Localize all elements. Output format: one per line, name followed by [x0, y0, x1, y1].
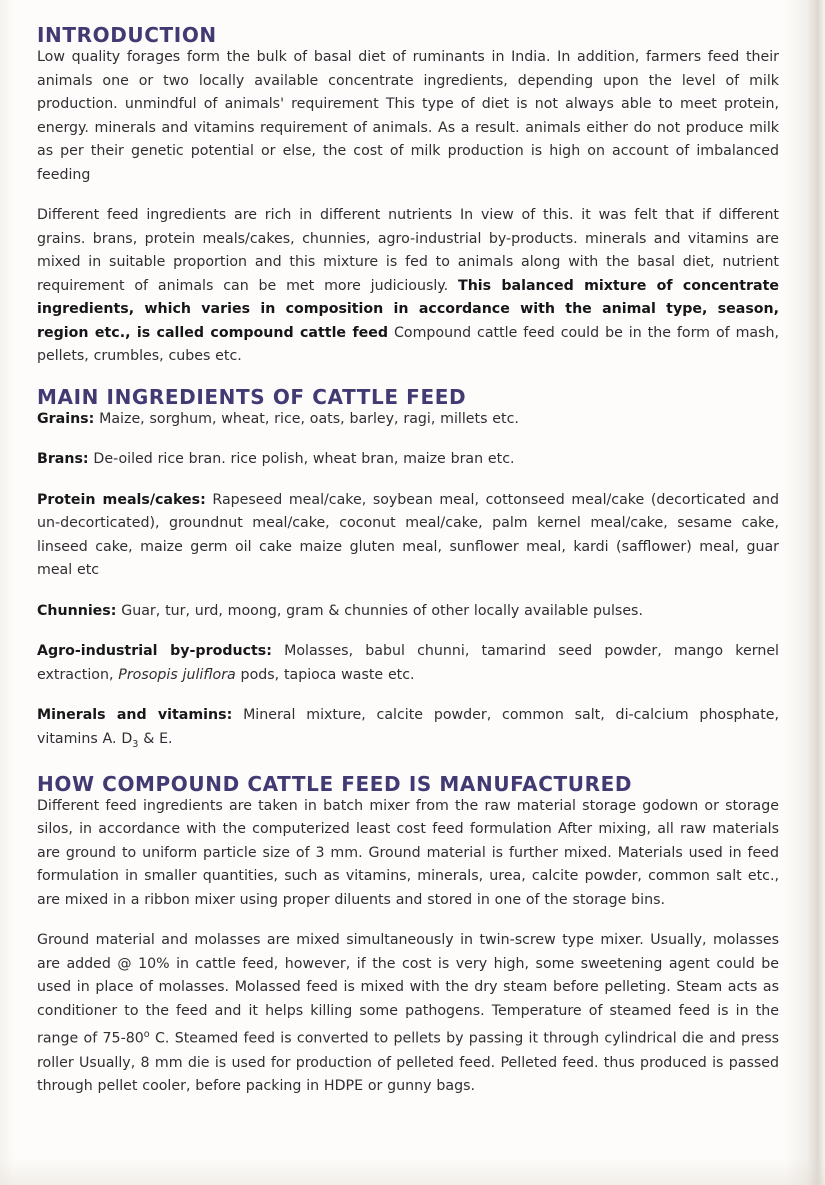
scan-edge-shadow-right: [785, 0, 825, 1185]
page-content: [37, 24, 779, 1099]
manufacturing-paragraph-2-lead: Ground material and molasses are mixed simultaneously in twin-screw type mixer. Usually, molasses are added @ 10% in cattle feed, however, if the cost is very high, some sweetening agent could be used in place of molasses. Molassed feed is mixed with the dry steam before pelleting. Steam acts as conditioner to the feed and it helps killing some pathogens. Temperature of steamed feed is in the range of 75-80: [37, 932, 779, 1048]
ingredient-protein-meals: [37, 489, 779, 583]
scan-edge-shadow-left: [0, 0, 14, 1185]
ingredient-minerals-vitamins-text-before: Mineral mixture, calcite powder, common salt, di-calcium phosphate, vitamins A. D: [37, 707, 779, 747]
ingredient-chunnies-text: Guar, tur, urd, moong, gram & chunnies of other locally available pulses.: [116, 602, 643, 619]
ingredient-protein-meals-label: Protein meals/cakes:: [37, 491, 206, 508]
ingredient-chunnies-label: Chunnies:: [37, 602, 117, 619]
ingredient-agro-industrial-species: Prosopis juliflora: [118, 666, 236, 683]
ingredient-brans-text: De-oiled rice bran. rice polish, wheat bran, maize bran etc.: [88, 451, 515, 467]
ingredient-protein-meals-text: Rapeseed meal/cake, soybean meal, cottonseed meal/cake (decorticated and un-decorticated), groundnut meal/cake, coconut meal/cake, palm kernel meal/cake, sesame cake, linseed cake, maize germ oil cake maize gluten meal, sunflower meal, kardi (safflower) meal, guar meal etc: [37, 491, 780, 578]
ingredient-grains-label: Grains:: [37, 410, 95, 427]
ingredient-grains: [37, 408, 779, 432]
intro-paragraph-1: Low quality forages form the bulk of basal diet of ruminants in India. In addition, farmers feed their animals one or two locally available concentrate ingredients, depending upon the level of milk production. unmindful of animals' requirement This type of diet is not always able to meet protein, energy. minerals and vitamins requirement of animals. As a result. animals either do not produce milk as per their genetic potential or else, the cost of milk production is high on account of imbalanced feeding: [37, 49, 779, 183]
heading-main-ingredients: MAIN INGREDIENTS OF CATTLE FEED: [37, 384, 467, 409]
ingredient-minerals-vitamins-label: Minerals and vitamins:: [37, 707, 233, 723]
ingredient-minerals-vitamins: [37, 704, 779, 756]
ingredient-grains-text: Maize, sorghum, wheat, rice, oats, barley, ragi, millets etc.: [94, 410, 519, 427]
intro-paragraph-2-emphasis: This balanced mixture of concentrate ingredients, which varies in composition in accordance with the animal type, season, region etc., is called compound cattle feed: [37, 277, 779, 341]
ingredient-agro-industrial-label: Agro-industrial by-products:: [37, 643, 272, 659]
ingredient-agro-industrial-text-after: pods, tapioca waste etc.: [235, 666, 415, 683]
intro-paragraph-2-lead: Different feed ingredients are rich in different nutrients In view of this. it was felt that if different grains. brans, protein meals/cakes, chunnies, agro-industrial by-products. minerals and vitamins are mixed in suitable proportion and this mixture is fed to animals along with the basal diet, nutrient requirement of animals can be met more judiciously.: [37, 207, 779, 294]
intro-paragraph-2-tail: Compound cattle feed could be in the form of mash, pellets, crumbles, cubes etc.: [37, 324, 779, 364]
ingredient-agro-industrial: [37, 640, 779, 687]
scan-edge-shadow-bottom: [0, 1159, 825, 1185]
ingredient-brans: [37, 448, 779, 472]
heading-how-manufactured: HOW COMPOUND CATTLE FEED IS MANUFACTURED: [37, 771, 633, 796]
ingredient-chunnies: [37, 600, 779, 624]
ingredient-agro-industrial-text-before: Molasses, babul chunni, tamarind seed powder, mango kernel extraction,: [37, 643, 779, 683]
heading-introduction: INTRODUCTION: [37, 23, 217, 47]
manufacturing-paragraph-2: [37, 929, 779, 1098]
degree-symbol: o: [143, 1029, 150, 1041]
manufacturing-paragraph-1: Different feed ingredients are taken in batch mixer from the raw material storage godown or storage silos, in accordance with the computerized least cost feed formulation After mixing, all raw materials are ground to uniform particle size of 3 mm. Ground material is further mixed. Materials used in feed formulation in smaller quantities, such as vitamins, minerals, urea, calcite powder, common salt etc., are mixed in a ribbon mixer using proper diluents and stored in one of the storage bins.: [37, 797, 779, 908]
ingredient-brans-label: Brans:: [37, 451, 89, 467]
ingredient-minerals-vitamins-text-after: & E.: [138, 730, 173, 747]
vitamin-d3-subscript: 3: [132, 738, 139, 750]
manufacturing-paragraph-2-tail: C. Steamed feed is converted to pellets by passing it through cylindrical die and press roller Usually, 8 mm die is used for production of pelleted feed. Pelleted feed. thus produced is passed through pellet cooler, before packing in HDPE or gunny bags.: [37, 1031, 779, 1095]
intro-paragraph-2: [37, 204, 779, 369]
